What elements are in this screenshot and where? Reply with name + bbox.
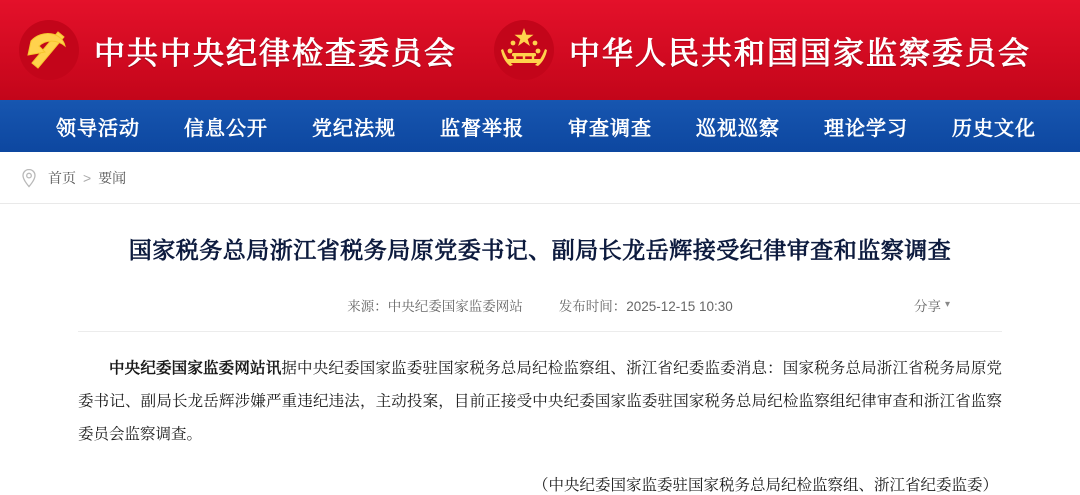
breadcrumb-current[interactable]: 要闻 [98,169,127,186]
breadcrumb-separator: > [83,169,92,186]
article-publish-label: 发布时间： [558,298,627,314]
national-emblem [493,19,555,81]
location-pin-icon [18,167,40,189]
article-publish-time [559,295,733,315]
article-meta [78,295,1002,315]
nav-item-party-discipline-regulations[interactable]: 党纪法规 [312,117,396,140]
article-publish-value: 2025-12-15 10:30 [626,298,733,314]
nav-item-leadership[interactable]: 领导活动 [56,117,140,140]
article-source [347,295,523,315]
nav-item-history-culture[interactable]: 历史文化 [952,117,1036,140]
nav-item-supervision-reporting[interactable]: 监督举报 [440,117,524,140]
page-title: 国家税务总局浙江省税务局原党委书记、副局长龙岳辉接受纪律审查和监察调查 [128,238,952,263]
breadcrumb-home[interactable]: 首页 [48,169,76,186]
main-nav [0,100,1080,152]
share-button[interactable] [914,295,950,315]
brand-cdic [18,19,457,81]
brand-title-cdic: 中共中央纪律检查委员会 [94,35,457,71]
brand-nsc [493,19,1031,81]
nav-item-information-disclosure[interactable]: 信息公开 [184,117,268,140]
brand-title-nsc: 中华人民共和国国家监察委员会 [569,35,1031,71]
chevron-down-icon: ▾ [944,299,950,310]
article-source-value: 中央纪委国家监委网站 [387,298,523,314]
article [0,204,1080,495]
nav-item-review-investigation[interactable]: 审查调查 [568,117,652,140]
nav-item-theory-study[interactable]: 理论学习 [824,117,908,140]
article-body [78,352,1002,452]
hammer-sickle-emblem [18,19,80,81]
article-source-label: 来源： [347,298,388,314]
nav-item-inspection[interactable]: 巡视巡察 [696,117,780,140]
site-header [0,0,1080,100]
article-signature: （中央纪委国家监委驻国家税务总局纪检监察组、浙江省纪委监委） [532,477,998,495]
article-body-text: 据中央纪委国家监委驻国家税务总局纪检监察组、浙江省纪委监委消息：国家税务总局浙江省税务局原党委书记、副局长龙岳辉涉嫌严重违纪违法，主动投案，目前正接受中央纪委国家监委驻国家税务总局纪检监察组纪律审查和浙江省监察委员会监察调查。 [78,359,1002,444]
share-label: 分享 [913,298,941,314]
breadcrumb-bar [0,152,1080,204]
meta-divider [78,331,1002,332]
article-lead: 中央纪委国家监委网站讯 [109,359,282,377]
breadcrumb [48,168,126,188]
